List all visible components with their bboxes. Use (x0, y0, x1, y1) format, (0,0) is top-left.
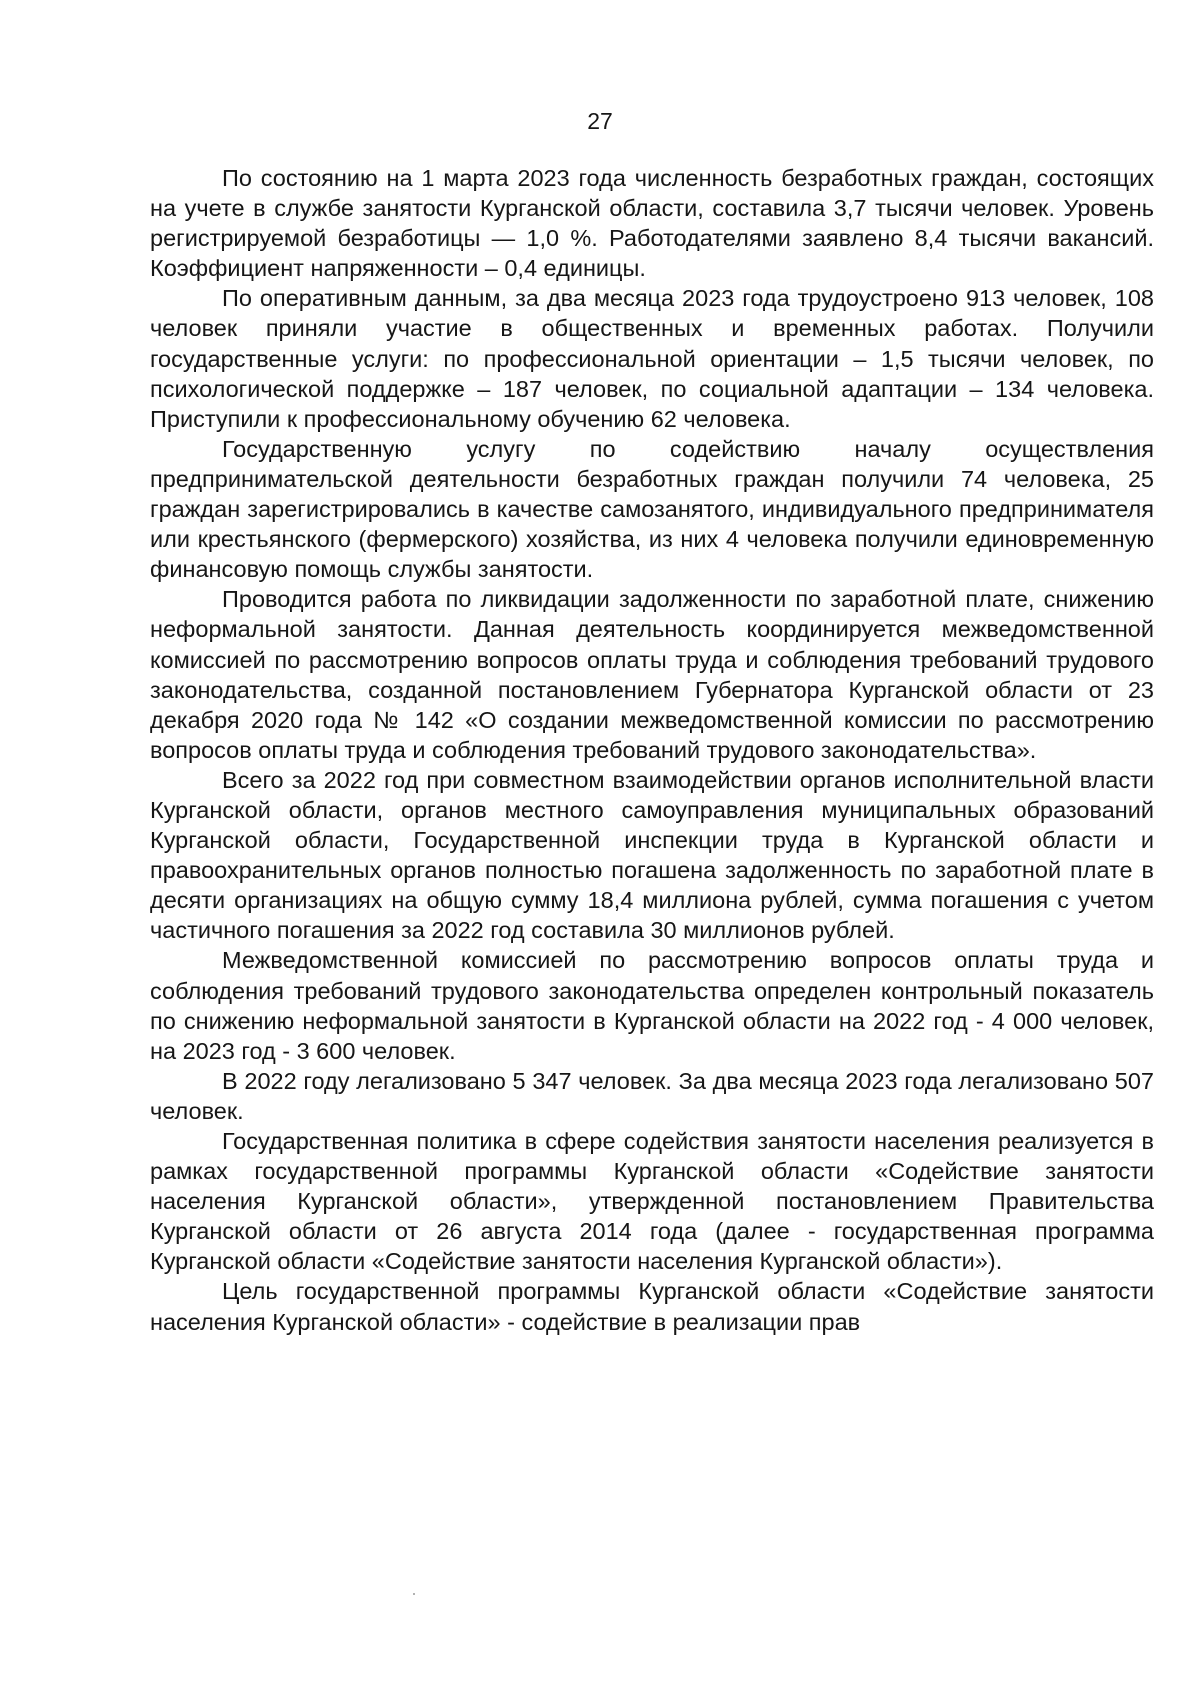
paragraph-arrears-repaid-2022: Всего за 2022 год при совместном взаимодействии органов исполнительной власти Курганской области, органов местного самоуправления муниципальных образований Курганской области, Государственной инспекции труда в Курганской области и правоохранительных органов полностью погашена задолженность по заработной плате в десяти организациях на общую сумму 18,4 миллиона рублей, сумма погашения с учетом частичного погашения за 2022 год составила 30 миллионов рублей. (150, 766, 1154, 944)
paragraph-program-goal: Цель государственной программы Курганской области «Содействие занятости населения Курганской области» - содействие в реализации прав (150, 1278, 1154, 1335)
paragraph-informal-employment-targets: Межведомственной комиссией по рассмотрению вопросов оплаты труда и соблюдения требований трудового законодательства определен контрольный показатель по снижению неформальной занятости в Курганской области на 2022 год - 4 000 человек, на 2023 год - 3 600 человек. (150, 947, 1154, 1064)
scan-speck (413, 1593, 415, 1595)
paragraph-state-program: Государственная политика в сфере содействия занятости населения реализуется в рамках государственной программы Курганской области «Содействие занятости населения Курганской области», утвержденной постановлением Правительства Курганской области от 26 августа 2014 года (далее - государственная программа Курганской области «Содействие занятости населения Курганской области»). (150, 1128, 1154, 1275)
page-number: 27 (587, 108, 613, 134)
document-body (150, 163, 1154, 1337)
paragraph-wage-arrears-commission: Проводится работа по ликвидации задолженности по заработной плате, снижению неформальной занятости. Данная деятельность координируется межведомственной комиссией по рассмотрению вопросов оплаты труда и соблюдения требований трудового законодательства, созданной постановлением Губернатора Курганской области от 23 декабря 2020 года № 142 «О создании межведомственной комиссии по рассмотрению вопросов оплаты труда и соблюдения требований трудового законодательства». (150, 586, 1154, 763)
paragraph-entrepreneurship-support: Государственную услугу по содействию началу осуществления предпринимательской деятельности безработных граждан получили 74 человека, 25 граждан зарегистрировались в качестве самозанятого, индивидуального предпринимателя или крестьянского (фермерского) хозяйства, из них 4 человека получили единовременную финансовую помощь службы занятости. (150, 435, 1154, 583)
paragraph-legalized-workers: В 2022 году легализовано 5 347 человек. За два месяца 2023 года легализовано 507 человек. (150, 1067, 1154, 1124)
paragraph-unemployment-status: По состоянию на 1 марта 2023 года численность безработных граждан, состоящих на учете в службе занятости Курганской области, составила 3,7 тысячи человек. Уровень регистрируемой безработицы — 1,0 %. Работодателями заявлено 8,4 тысячи вакансий. Коэффициент напряженности – 0,4 единицы. (150, 165, 1154, 282)
paragraph-employment-results: По оперативным данным, за два месяца 2023 года трудоустроено 913 человек, 108 человек приняли участие в общественных и временных работах. Получили государственные услуги: по профессиональной ориентации – 1,5 тысячи человек, по психологической поддержке – 187 человек, по социальной адаптации – 134 человека. Приступили к профессиональному обучению 62 человека. (150, 285, 1154, 432)
